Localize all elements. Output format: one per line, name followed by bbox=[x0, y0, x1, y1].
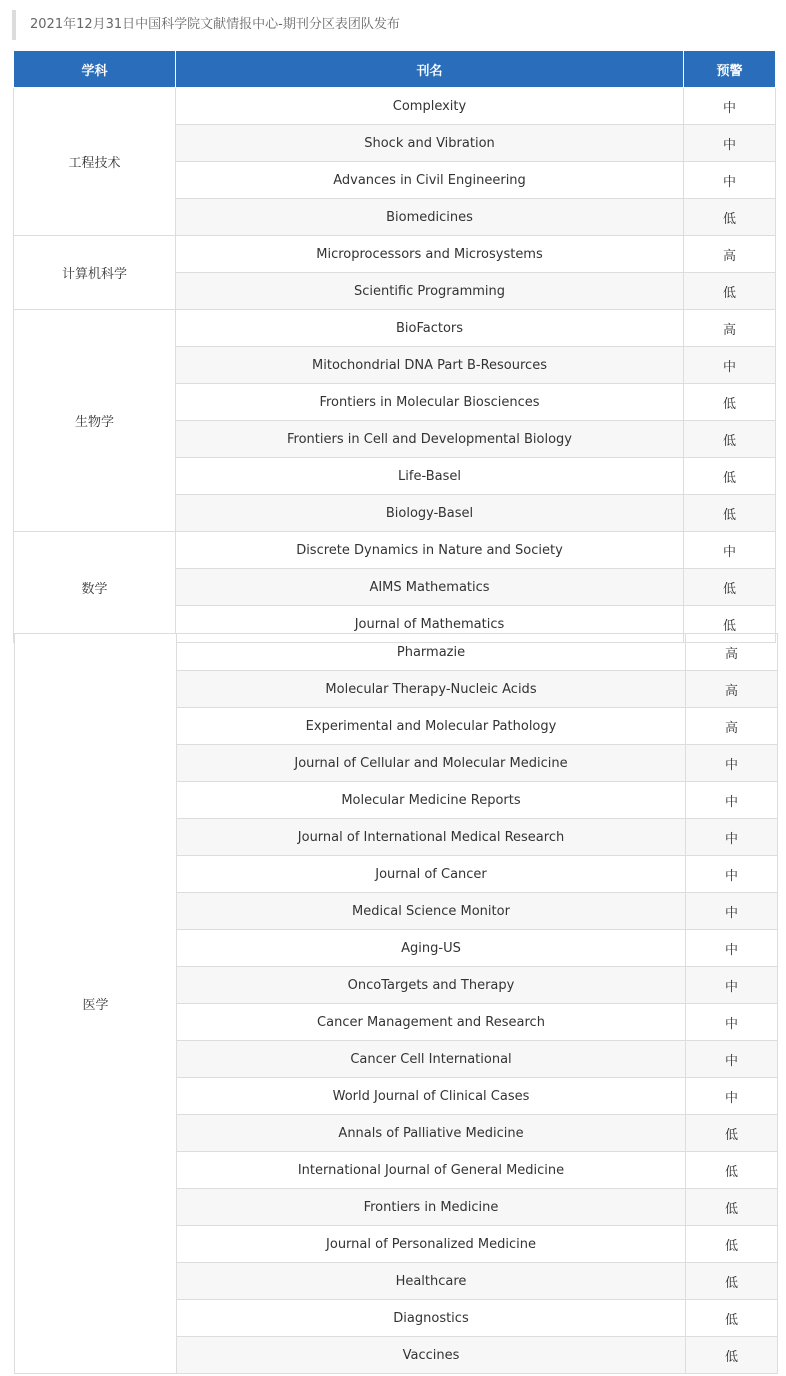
warning-level-cell: 高 bbox=[686, 708, 778, 745]
warning-level-cell: 中 bbox=[684, 125, 776, 162]
warning-level-cell: 低 bbox=[686, 1189, 778, 1226]
journal-name-cell: Frontiers in Medicine bbox=[177, 1189, 686, 1226]
subject-cell: 数学 bbox=[14, 532, 176, 643]
table-row bbox=[14, 236, 776, 273]
warning-level-cell: 低 bbox=[684, 606, 776, 643]
warning-level-cell: 低 bbox=[686, 1300, 778, 1337]
warning-level-cell: 低 bbox=[686, 1263, 778, 1300]
journal-name-cell: Journal of Cancer bbox=[177, 856, 686, 893]
warning-level-cell: 低 bbox=[684, 495, 776, 532]
warning-level-cell: 低 bbox=[684, 199, 776, 236]
warning-level-cell: 低 bbox=[686, 1337, 778, 1374]
table-row bbox=[14, 88, 776, 125]
journal-name-cell: Molecular Therapy-Nucleic Acids bbox=[177, 671, 686, 708]
warning-level-cell: 低 bbox=[684, 458, 776, 495]
journal-name-cell: Frontiers in Molecular Biosciences bbox=[176, 384, 684, 421]
table-header-row bbox=[14, 51, 776, 88]
page-caption: 2021年12月31日中国科学院文献情报中心-期刊分区表团队发布 bbox=[12, 10, 432, 40]
journal-name-cell: Mitochondrial DNA Part B-Resources bbox=[176, 347, 684, 384]
journal-name-cell: BioFactors bbox=[176, 310, 684, 347]
header-warning: 预警 bbox=[684, 51, 776, 88]
journal-name-cell: AIMS Mathematics bbox=[176, 569, 684, 606]
warning-level-cell: 低 bbox=[684, 384, 776, 421]
warning-level-cell: 中 bbox=[686, 745, 778, 782]
journal-name-cell: Healthcare bbox=[177, 1263, 686, 1300]
journal-name-cell: Experimental and Molecular Pathology bbox=[177, 708, 686, 745]
journal-name-cell: Shock and Vibration bbox=[176, 125, 684, 162]
warning-level-cell: 中 bbox=[684, 532, 776, 569]
warning-level-cell: 中 bbox=[686, 1078, 778, 1115]
warning-level-cell: 中 bbox=[686, 1041, 778, 1078]
journal-name-cell: Journal of Mathematics bbox=[176, 606, 684, 643]
journal-name-cell: Biomedicines bbox=[176, 199, 684, 236]
header-subject: 学科 bbox=[14, 51, 176, 88]
warning-level-cell: 低 bbox=[686, 1226, 778, 1263]
journal-name-cell: Journal of Cellular and Molecular Medicine bbox=[177, 745, 686, 782]
journal-name-cell: Annals of Palliative Medicine bbox=[177, 1115, 686, 1152]
warning-level-cell: 高 bbox=[684, 310, 776, 347]
warning-level-cell: 低 bbox=[686, 1152, 778, 1189]
warning-level-cell: 低 bbox=[686, 1115, 778, 1152]
subject-cell: 工程技术 bbox=[14, 88, 176, 236]
warning-level-cell: 高 bbox=[686, 634, 778, 671]
warning-level-cell: 低 bbox=[684, 421, 776, 458]
journal-name-cell: Medical Science Monitor bbox=[177, 893, 686, 930]
journal-name-cell: Aging-US bbox=[177, 930, 686, 967]
journal-name-cell: Pharmazie bbox=[177, 634, 686, 671]
journal-name-cell: Journal of International Medical Research bbox=[177, 819, 686, 856]
subject-cell: 生物学 bbox=[14, 310, 176, 532]
table-row bbox=[15, 634, 778, 671]
journal-name-cell: Microprocessors and Microsystems bbox=[176, 236, 684, 273]
table-row bbox=[14, 310, 776, 347]
table-row bbox=[14, 532, 776, 569]
journal-name-cell: Cancer Management and Research bbox=[177, 1004, 686, 1041]
journal-name-cell: Complexity bbox=[176, 88, 684, 125]
subject-cell: 医学 bbox=[15, 634, 177, 1374]
journal-name-cell: Journal of Personalized Medicine bbox=[177, 1226, 686, 1263]
warning-level-cell: 中 bbox=[686, 856, 778, 893]
warning-level-cell: 中 bbox=[686, 967, 778, 1004]
journal-name-cell: Diagnostics bbox=[177, 1300, 686, 1337]
warning-level-cell: 中 bbox=[684, 162, 776, 199]
warning-level-cell: 中 bbox=[684, 347, 776, 384]
warning-level-cell: 高 bbox=[686, 671, 778, 708]
warning-level-cell: 中 bbox=[686, 893, 778, 930]
journal-name-cell: Life-Basel bbox=[176, 458, 684, 495]
journal-name-cell: International Journal of General Medicine bbox=[177, 1152, 686, 1189]
warning-level-cell: 中 bbox=[686, 1004, 778, 1041]
warning-level-cell: 中 bbox=[684, 88, 776, 125]
warning-level-cell: 中 bbox=[686, 930, 778, 967]
journal-warning-table bbox=[13, 50, 776, 643]
journal-name-cell: World Journal of Clinical Cases bbox=[177, 1078, 686, 1115]
subject-cell: 计算机科学 bbox=[14, 236, 176, 310]
journal-name-cell: Frontiers in Cell and Developmental Biology bbox=[176, 421, 684, 458]
warning-level-cell: 低 bbox=[684, 569, 776, 606]
header-journal: 刊名 bbox=[176, 51, 684, 88]
warning-level-cell: 高 bbox=[684, 236, 776, 273]
journal-name-cell: Vaccines bbox=[177, 1337, 686, 1374]
journal-name-cell: Advances in Civil Engineering bbox=[176, 162, 684, 199]
journal-name-cell: Molecular Medicine Reports bbox=[177, 782, 686, 819]
warning-level-cell: 低 bbox=[684, 273, 776, 310]
journal-name-cell: OncoTargets and Therapy bbox=[177, 967, 686, 1004]
journal-name-cell: Cancer Cell International bbox=[177, 1041, 686, 1078]
journal-warning-table-continued bbox=[14, 633, 778, 1374]
warning-level-cell: 中 bbox=[686, 819, 778, 856]
journal-name-cell: Scientific Programming bbox=[176, 273, 684, 310]
journal-name-cell: Discrete Dynamics in Nature and Society bbox=[176, 532, 684, 569]
warning-level-cell: 中 bbox=[686, 782, 778, 819]
journal-name-cell: Biology-Basel bbox=[176, 495, 684, 532]
